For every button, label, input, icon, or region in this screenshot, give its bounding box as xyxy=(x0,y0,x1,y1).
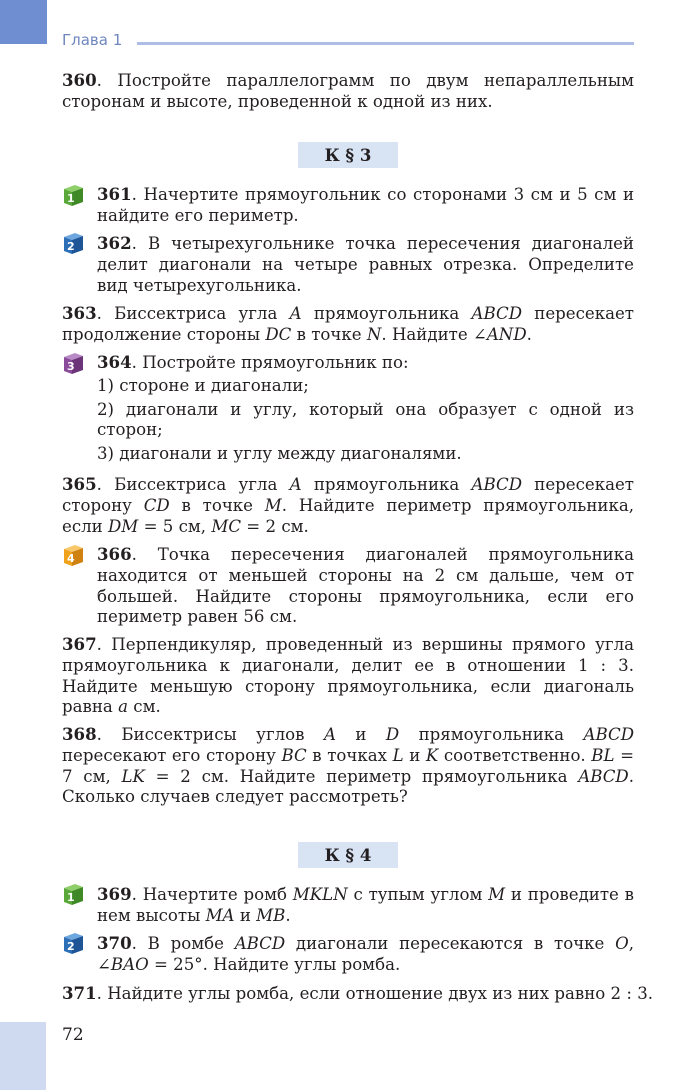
text-fragment: с тупым углом xyxy=(347,885,489,904)
svg-text:3: 3 xyxy=(67,360,75,373)
variable: DC xyxy=(265,324,292,344)
text-fragment: . Сколько случаев следует рассмотреть? xyxy=(62,766,634,807)
text-fragment: прямоугольника xyxy=(301,304,472,323)
variable: BC xyxy=(281,745,307,765)
variable: DM xyxy=(108,516,139,536)
section-title-4: К § 4 xyxy=(298,842,398,868)
variable: ABCD xyxy=(234,934,286,953)
section-title-3: К § 3 xyxy=(298,142,398,168)
variable: CD xyxy=(143,495,170,515)
problem-362 xyxy=(97,233,634,296)
text-fragment: и xyxy=(234,905,257,925)
list-item: 3) диагонали и углу между диагоналями. xyxy=(97,444,462,464)
variable: MC xyxy=(211,516,242,536)
text-fragment: в точке xyxy=(291,324,367,344)
svg-text:1: 1 xyxy=(67,891,75,904)
variable: BL xyxy=(591,745,615,765)
problem-366 xyxy=(97,544,634,628)
text-fragment: = 25°. Найдите углы ромба. xyxy=(148,954,401,974)
variable: M xyxy=(488,885,506,904)
list-item: 1) стороне и диагонали; xyxy=(97,375,309,395)
page-number: 72 xyxy=(62,1025,84,1045)
level-2-icon xyxy=(62,931,84,955)
level-3-icon xyxy=(62,351,84,375)
variable: MKLN xyxy=(292,885,348,904)
variable: a xyxy=(118,697,128,717)
text-fragment: . Найдите периметр прямоугольника, если xyxy=(62,495,634,536)
problem-370 xyxy=(97,933,634,976)
text-fragment: и xyxy=(335,725,386,744)
text-fragment: . В ромбе xyxy=(131,934,235,953)
problem-number: 370 xyxy=(97,933,132,953)
footer-corner-block xyxy=(0,1022,46,1090)
text-fragment: см. xyxy=(128,697,161,717)
variable: D xyxy=(385,725,400,744)
problem-number: 371 xyxy=(62,983,97,1003)
variable: AND xyxy=(486,324,527,344)
text-fragment: и проведите в нем высоты xyxy=(97,885,634,925)
text-fragment: = 2 см. Найдите периметр прямоугольника xyxy=(144,766,579,786)
problem-text: . Начертите прямоугольник со сторонами 3 см и 5 см и найдите его периметр. xyxy=(97,185,634,225)
problem-361 xyxy=(97,184,634,227)
svg-text:1: 1 xyxy=(67,192,75,205)
text-fragment: прямоугольника xyxy=(399,725,584,744)
problem-367 xyxy=(62,634,634,718)
text-fragment: . Биссектриса угла xyxy=(96,475,290,494)
text-fragment: = 2 см. xyxy=(241,516,309,536)
text-fragment: . xyxy=(285,905,291,925)
text-fragment: прямоугольника xyxy=(301,475,472,494)
variable: MB xyxy=(256,905,286,925)
text-fragment: пересекает сторону xyxy=(62,475,634,515)
level-1-icon xyxy=(62,882,84,906)
variable: BAO xyxy=(110,954,149,974)
text-fragment: диагонали пересекаются в точке xyxy=(285,934,616,953)
problem-number: 365 xyxy=(62,474,97,494)
text-fragment: в точках xyxy=(306,745,393,765)
variable: ABCD xyxy=(471,304,523,323)
problem-363 xyxy=(62,303,634,346)
problem-text: . Постройте прямоугольник по: xyxy=(131,353,409,372)
variable: L xyxy=(392,745,404,765)
problem-360 xyxy=(62,70,634,113)
variable: O xyxy=(615,934,629,953)
level-1-icon xyxy=(62,183,84,207)
problem-text: . Постройте параллелограмм по двум непараллельным сторонам и высоте, проведенной к одной из них. xyxy=(62,71,634,111)
problem-text: . В четырехугольнике точка пересечения диагоналей делит диагонали на четыре равных отрезка. Определите вид четырехугольника. xyxy=(97,234,634,295)
text-fragment: и xyxy=(403,745,426,765)
variable: ABCD xyxy=(578,766,629,786)
text-fragment: = 7 см, xyxy=(62,745,635,786)
text-fragment: . Биссектриса угла xyxy=(96,304,290,323)
text-fragment: , ∠ xyxy=(97,934,634,974)
problem-368 xyxy=(62,724,634,808)
variable: M xyxy=(264,495,282,515)
problem-371 xyxy=(62,983,654,1005)
text-fragment: . Начертите ромб xyxy=(131,885,293,904)
svg-text:4: 4 xyxy=(67,552,75,565)
text-fragment: = 5 см, xyxy=(138,516,212,536)
text-fragment: . Перпендикуляр, проведенный из вершины прямого угла прямоугольника к диагонали, делит ее в отношении 1 : 3. Найдите меньшую сторону прямоугольника, если диагональ равна xyxy=(62,635,634,717)
problem-text: . Найдите углы ромба, если отношение двух из них равно 2 : 3. xyxy=(96,984,654,1003)
problem-text: . Точка пересечения диагоналей прямоугольника находится от меньшей стороны на 2 см дальше, чем от большей. Найдите стороны прямоугольника, если его периметр равен 56 см. xyxy=(97,545,634,627)
problem-number: 364 xyxy=(97,352,132,372)
problem-number: 362 xyxy=(97,233,132,253)
svg-text:2: 2 xyxy=(67,940,75,953)
problem-364 xyxy=(97,352,634,465)
level-4-icon xyxy=(62,543,84,567)
chapter-title: Глава 1 xyxy=(62,31,123,49)
problem-365 xyxy=(62,474,634,537)
problem-number: 366 xyxy=(97,544,132,564)
text-fragment: . Найдите ∠ xyxy=(381,324,487,344)
text-fragment: пересекает продолжение стороны xyxy=(62,304,634,344)
variable: N xyxy=(366,324,382,344)
problem-number: 361 xyxy=(97,184,132,204)
list-item: 2) диагонали и углу, который она образует с одной из сторон; xyxy=(97,399,634,440)
variable: MA xyxy=(205,905,235,925)
problem-number: 363 xyxy=(62,303,97,323)
text-fragment: соответственно. xyxy=(438,745,592,765)
variable: K xyxy=(425,745,439,765)
variable: ABCD xyxy=(471,475,523,494)
variable: A xyxy=(323,725,336,744)
problem-number: 369 xyxy=(97,884,132,904)
variable: A xyxy=(289,304,302,323)
text-fragment: в точке xyxy=(169,495,265,515)
problem-369 xyxy=(97,884,634,927)
text-fragment: пересекают его сторону xyxy=(62,745,282,765)
problem-number: 367 xyxy=(62,634,97,654)
variable: ABCD xyxy=(583,725,635,744)
level-2-icon xyxy=(62,231,84,255)
variable: LK xyxy=(121,766,145,786)
header-rule xyxy=(137,42,634,45)
text-fragment: . Биссектрисы углов xyxy=(96,725,324,744)
variable: A xyxy=(289,475,302,494)
problem-number: 360 xyxy=(62,70,97,90)
text-fragment: . xyxy=(526,324,532,344)
svg-text:2: 2 xyxy=(67,240,75,253)
header-corner-block xyxy=(0,0,47,44)
problem-number: 368 xyxy=(62,724,97,744)
